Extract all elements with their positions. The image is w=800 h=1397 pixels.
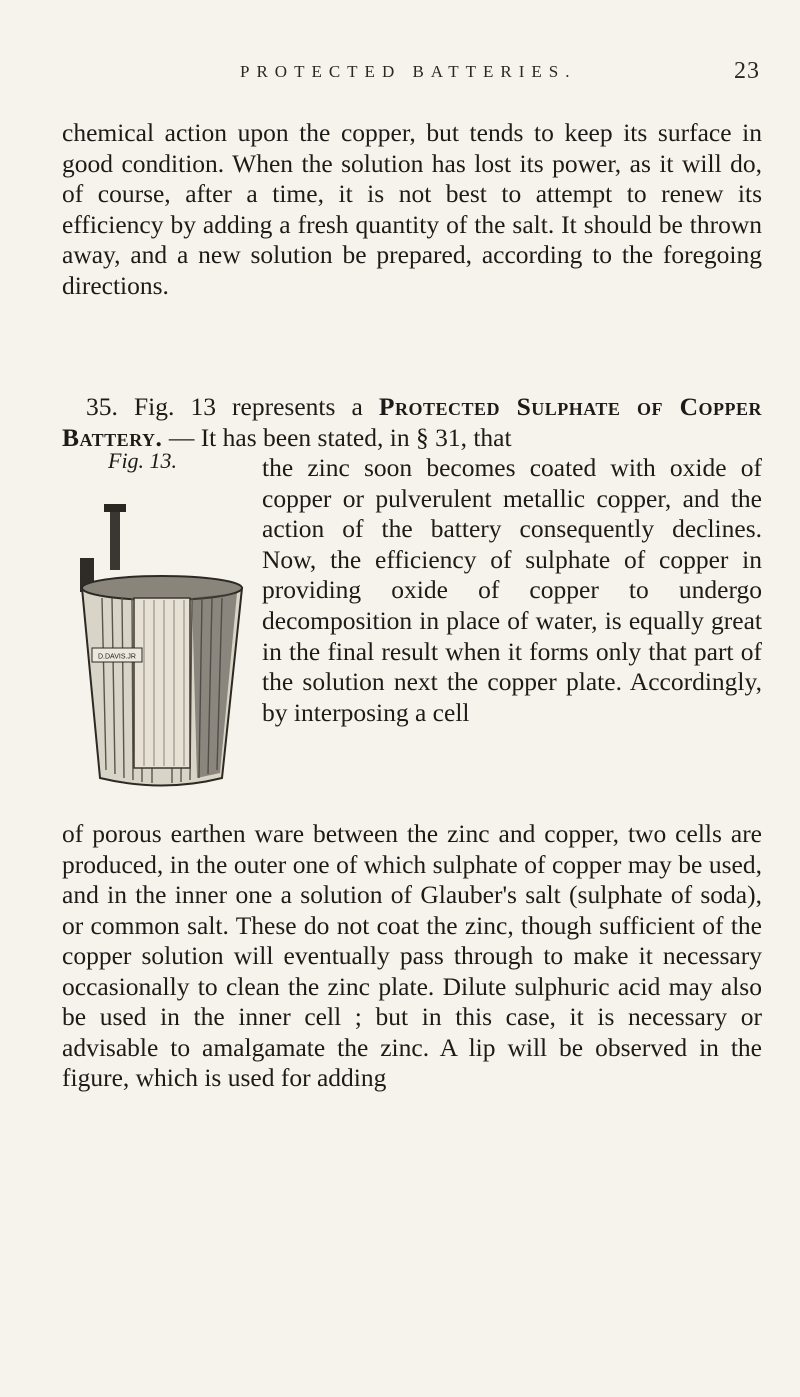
figure-caption: Fig. 13. — [108, 448, 178, 473]
battery-lip — [110, 508, 120, 570]
maker-label: D.DAVIS.JR — [98, 653, 136, 661]
section-35-lead — [62, 392, 762, 453]
section-35-wrapped: the zinc soon becomes coated with oxide of copper or pulverulent metallic copper, and the action of the battery consequently declines. Now, the efficiency of sulphate of copper in providing oxide of copper to undergo decomposition in place of water, is equally great in the final result when it forms only that part of the solution next the copper plate. Accordingly, by interposing a cell — [262, 453, 762, 727]
battery-figure — [72, 448, 258, 798]
section-lead: — It has been stated, in § 31, that — [168, 422, 512, 452]
page-header — [240, 58, 760, 92]
paragraph-1: chemical action upon the copper, but tends to keep its surface in good condition. When the solution has lost its power, as it will do, of course, after a time, it is not best to attempt to renew its efficiency by adding a fresh quantity of the salt. It should be thrown away, and a new solution be prepared, according to the foregoing directions. — [62, 118, 762, 300]
running-title: PROTECTED BATTERIES. — [240, 62, 577, 81]
section-title: Protected Sulphate of Copper Battery. — [62, 392, 762, 452]
section-35-continuation: of porous earthen ware between the zinc and copper, two cells are produced, in the outer one of which sulphate of copper may be used, and in the inner one a solution of Glauber's salt (sulphate of soda), or common salt. These do not coat the zinc, though sufficient of the copper solution will eventually pass through to make it necessary occasionally to clean the zinc plate. Dilute sulphuric acid may also be used in the inner cell ; but in this case, it is necessary or advisable to amalgamate the zinc. A lip will be observed in the figure, which is used for adding — [62, 819, 762, 1092]
section-number: 35. — [86, 392, 118, 421]
porous-cell — [134, 598, 190, 768]
battery-illustration — [72, 448, 258, 798]
page-number: 23 — [734, 58, 760, 84]
section-intro: Fig. 13 represents a — [133, 392, 363, 421]
